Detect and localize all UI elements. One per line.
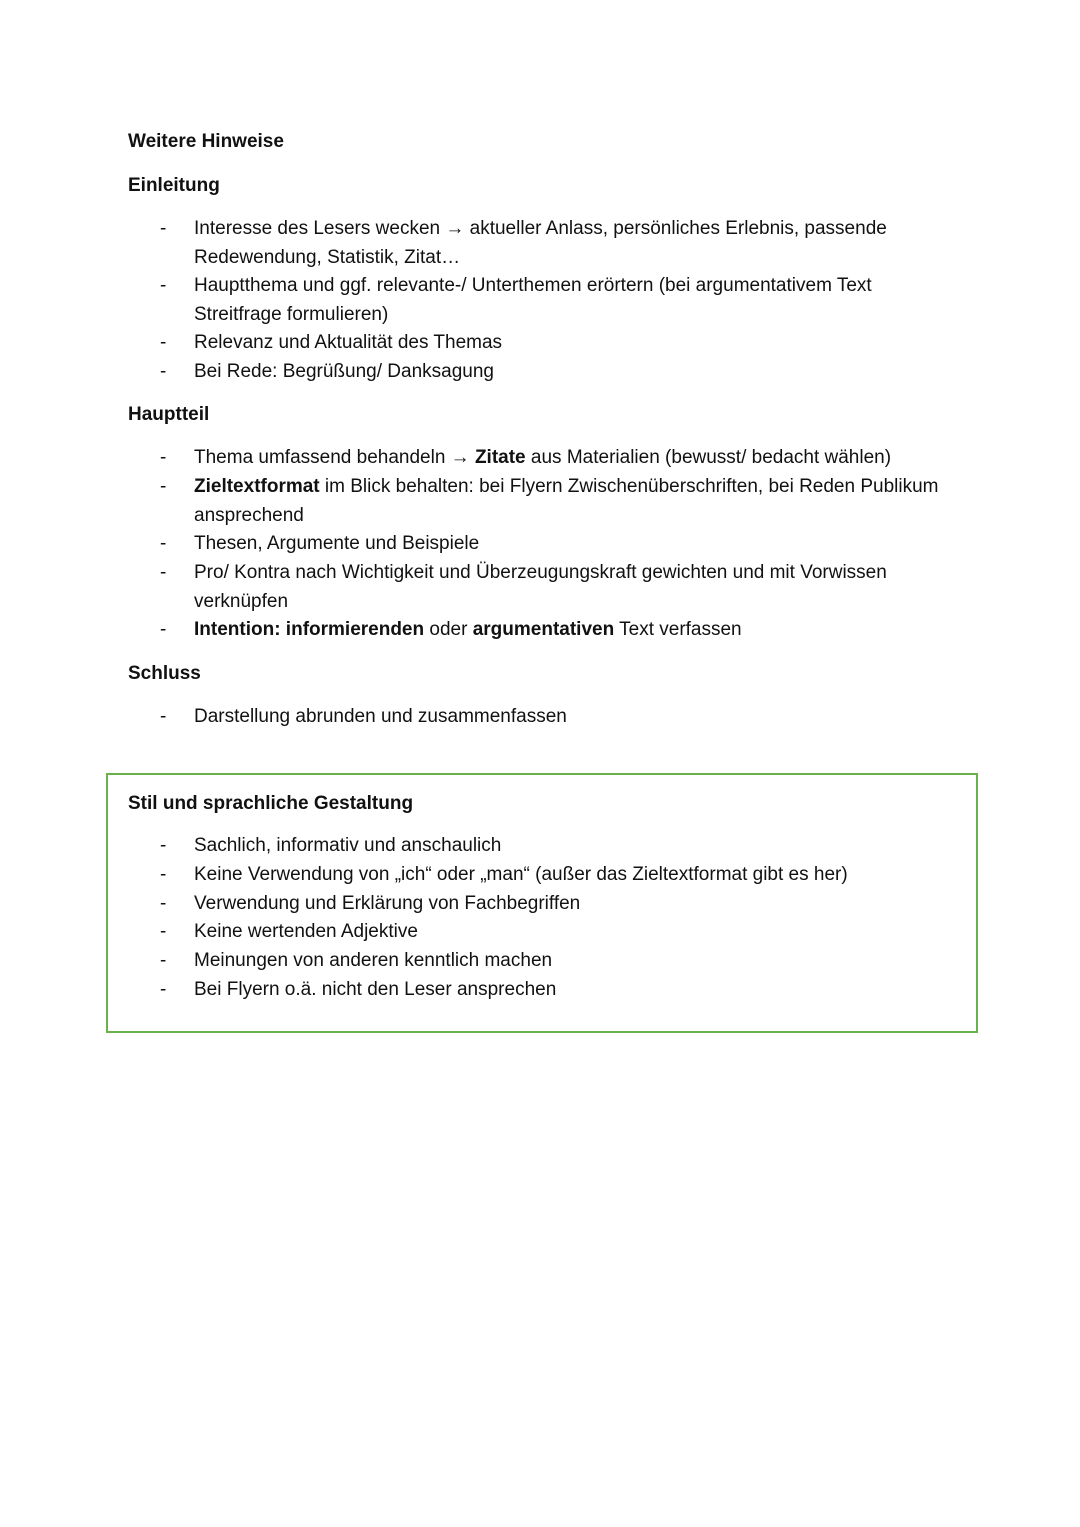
- bullet-dash: -: [160, 275, 167, 296]
- bullet-dash: -: [160, 893, 167, 914]
- list-item-text: Thesen, Argumente und Beispiele: [194, 533, 480, 554]
- list-item-text: Bei Flyern o.ä. nicht den Leser ansprechen: [194, 979, 557, 1000]
- arrow-right-icon: →: [445, 218, 465, 239]
- bullet-dash: -: [160, 950, 167, 971]
- page-title: Weitere Hinweise: [128, 131, 284, 152]
- bullet-dash: -: [160, 476, 167, 497]
- bullet-dash: -: [160, 218, 167, 239]
- list-item-text: Pro/ Kontra nach Wichtigkeit und Überzeugungskraft gewichten und mit Vorwissen verknüpfen: [194, 562, 887, 612]
- list-item-text: Hauptthema und ggf. relevante-/ Unterthemen erörtern (bei argumentativem Text Streitfrage formulieren): [194, 275, 872, 325]
- list-item-text: Darstellung abrunden und zusammenfassen: [194, 706, 567, 727]
- section-heading-hauptteil: Hauptteil: [128, 404, 210, 425]
- bullet-dash: -: [160, 562, 167, 583]
- bullet-dash: -: [160, 619, 167, 640]
- list-item-text: Meinungen von anderen kenntlich machen: [194, 950, 553, 971]
- list-item-text: Bei Rede: Begrüßung/ Danksagung: [194, 361, 494, 382]
- arrow-right-icon: →: [450, 447, 470, 468]
- list-item-text: Intention: informierenden oder argumentativen Text verfassen: [194, 619, 742, 640]
- bullet-dash: -: [160, 361, 167, 382]
- list-item-text: Keine Verwendung von „ich“ oder „man“ (außer das Zieltextformat gibt es her): [194, 864, 848, 885]
- section-heading-stil: Stil und sprachliche Gestaltung: [128, 793, 414, 814]
- list-item-text: Sachlich, informativ und anschaulich: [194, 835, 502, 856]
- bullet-dash: -: [160, 447, 167, 468]
- bullet-dash: -: [160, 864, 167, 885]
- section-heading-schluss: Schluss: [128, 663, 201, 684]
- list-item-text: Verwendung und Erklärung von Fachbegriffen: [194, 893, 581, 914]
- bullet-dash: -: [160, 979, 167, 1000]
- section-heading-einleitung: Einleitung: [128, 175, 220, 196]
- bullet-dash: -: [160, 921, 167, 942]
- bullet-dash: -: [160, 533, 167, 554]
- list-item-text: Thema umfassend behandeln → Zitate aus Materialien (bewusst/ bedacht wählen): [194, 447, 892, 468]
- list-item-text: Zieltextformat im Blick behalten: bei Flyern Zwischenüberschriften, bei Reden Publikum ansprechend: [194, 476, 939, 526]
- list-item-text: Relevanz und Aktualität des Themas: [194, 332, 503, 353]
- bullet-dash: -: [160, 835, 167, 856]
- list-item-text: Interesse des Lesers wecken → aktueller Anlass, persönliches Erlebnis, passende Redewendung, Statistik, Zitat…: [194, 218, 887, 268]
- list-item-text: Keine wertenden Adjektive: [194, 921, 418, 942]
- bullet-dash: -: [160, 332, 167, 353]
- bullet-dash: -: [160, 706, 167, 727]
